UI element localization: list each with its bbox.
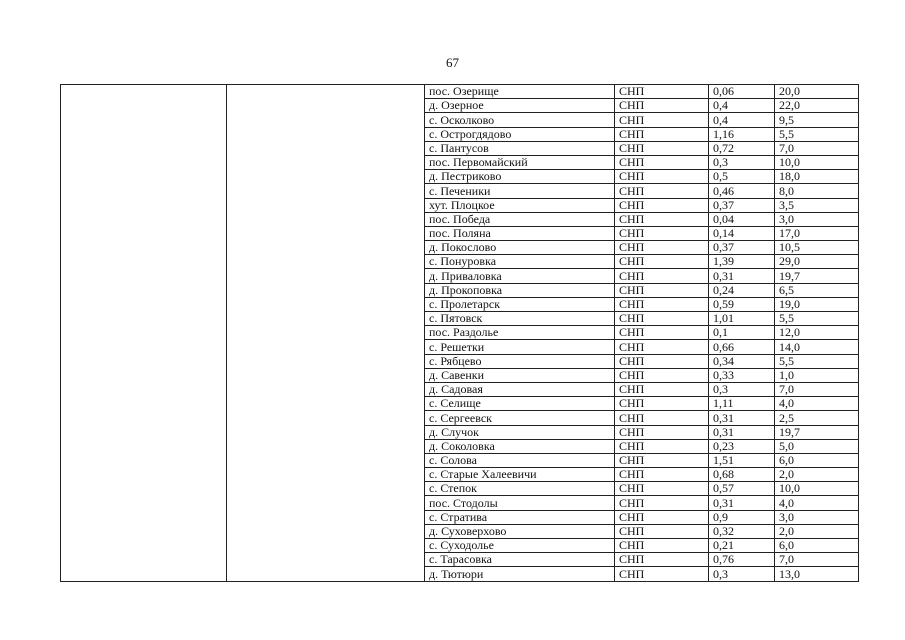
settlement-name-cell: д. Пестриково <box>425 170 615 184</box>
settlement-name-cell: д. Соколовка <box>425 439 615 453</box>
value-1-cell: 0,76 <box>709 553 775 567</box>
settlement-type-cell: СНП <box>615 312 709 326</box>
value-2-cell: 19,7 <box>775 425 859 439</box>
value-1-cell: 0,04 <box>709 212 775 226</box>
settlement-name-cell: с. Суходолье <box>425 539 615 553</box>
value-2-cell: 7,0 <box>775 553 859 567</box>
value-2-cell: 10,5 <box>775 241 859 255</box>
value-2-cell: 6,0 <box>775 539 859 553</box>
settlement-name-cell: с. Степок <box>425 482 615 496</box>
value-1-cell: 1,11 <box>709 397 775 411</box>
value-2-cell: 6,0 <box>775 453 859 467</box>
settlement-type-cell: СНП <box>615 354 709 368</box>
settlement-type-cell: СНП <box>615 113 709 127</box>
value-2-cell: 5,0 <box>775 439 859 453</box>
value-2-cell: 3,0 <box>775 510 859 524</box>
settlement-name-cell: с. Понуровка <box>425 255 615 269</box>
settlement-name-cell: с. Рябцево <box>425 354 615 368</box>
settlement-type-cell: СНП <box>615 255 709 269</box>
settlement-type-cell: СНП <box>615 539 709 553</box>
settlements-table <box>60 84 859 582</box>
value-2-cell: 13,0 <box>775 567 859 581</box>
value-1-cell: 0,57 <box>709 482 775 496</box>
value-2-cell: 18,0 <box>775 170 859 184</box>
value-2-cell: 22,0 <box>775 99 859 113</box>
value-1-cell: 0,37 <box>709 198 775 212</box>
value-1-cell: 0,31 <box>709 425 775 439</box>
value-2-cell: 7,0 <box>775 382 859 396</box>
settlement-type-cell: СНП <box>615 340 709 354</box>
settlement-type-cell: СНП <box>615 241 709 255</box>
settlement-name-cell: пос. Первомайский <box>425 155 615 169</box>
value-2-cell: 5,5 <box>775 354 859 368</box>
settlement-type-cell: СНП <box>615 212 709 226</box>
settlement-type-cell: СНП <box>615 510 709 524</box>
settlement-type-cell: СНП <box>615 425 709 439</box>
value-1-cell: 0,4 <box>709 113 775 127</box>
settlement-type-cell: СНП <box>615 297 709 311</box>
value-2-cell: 17,0 <box>775 226 859 240</box>
settlement-name-cell: д. Случок <box>425 425 615 439</box>
table-body <box>61 85 859 582</box>
value-1-cell: 0,06 <box>709 85 775 99</box>
settlement-name-cell: с. Сергеевск <box>425 411 615 425</box>
settlement-name-cell: хут. Плоцкое <box>425 198 615 212</box>
settlement-name-cell: д. Тютюри <box>425 567 615 581</box>
value-2-cell: 12,0 <box>775 326 859 340</box>
value-2-cell: 1,0 <box>775 368 859 382</box>
value-1-cell: 0,24 <box>709 283 775 297</box>
settlement-name-cell: д. Озерное <box>425 99 615 113</box>
value-1-cell: 0,14 <box>709 226 775 240</box>
middle-blank-column-cell <box>227 85 425 582</box>
settlement-type-cell: СНП <box>615 411 709 425</box>
page-number: 67 <box>446 55 459 70</box>
value-1-cell: 1,39 <box>709 255 775 269</box>
settlement-type-cell: СНП <box>615 155 709 169</box>
value-2-cell: 5,5 <box>775 127 859 141</box>
table-row <box>61 85 859 99</box>
value-2-cell: 2,5 <box>775 411 859 425</box>
settlement-name-cell: с. Печеники <box>425 184 615 198</box>
value-1-cell: 0,32 <box>709 524 775 538</box>
settlement-type-cell: СНП <box>615 198 709 212</box>
settlement-name-cell: с. Селище <box>425 397 615 411</box>
value-2-cell: 8,0 <box>775 184 859 198</box>
settlement-type-cell: СНП <box>615 326 709 340</box>
value-2-cell: 7,0 <box>775 141 859 155</box>
settlement-type-cell: СНП <box>615 141 709 155</box>
settlement-type-cell: СНП <box>615 184 709 198</box>
value-2-cell: 20,0 <box>775 85 859 99</box>
settlement-name-cell: с. Острогдядово <box>425 127 615 141</box>
value-1-cell: 0,37 <box>709 241 775 255</box>
settlement-type-cell: СНП <box>615 85 709 99</box>
value-2-cell: 4,0 <box>775 397 859 411</box>
settlement-type-cell: СНП <box>615 468 709 482</box>
value-1-cell: 0,3 <box>709 382 775 396</box>
settlement-type-cell: СНП <box>615 553 709 567</box>
value-1-cell: 1,16 <box>709 127 775 141</box>
settlement-name-cell: с. Пантусов <box>425 141 615 155</box>
value-2-cell: 10,0 <box>775 155 859 169</box>
settlement-name-cell: д. Приваловка <box>425 269 615 283</box>
value-1-cell: 0,23 <box>709 439 775 453</box>
value-1-cell: 0,21 <box>709 539 775 553</box>
settlement-type-cell: СНП <box>615 397 709 411</box>
settlement-name-cell: с. Решетки <box>425 340 615 354</box>
value-2-cell: 2,0 <box>775 468 859 482</box>
value-2-cell: 14,0 <box>775 340 859 354</box>
value-1-cell: 0,9 <box>709 510 775 524</box>
value-2-cell: 19,0 <box>775 297 859 311</box>
settlement-type-cell: СНП <box>615 482 709 496</box>
settlement-name-cell: д. Покослово <box>425 241 615 255</box>
settlement-name-cell: с. Старые Халеевичи <box>425 468 615 482</box>
value-1-cell: 0,72 <box>709 141 775 155</box>
settlement-type-cell: СНП <box>615 269 709 283</box>
settlement-name-cell: д. Садовая <box>425 382 615 396</box>
value-1-cell: 0,3 <box>709 567 775 581</box>
settlement-name-cell: с. Солова <box>425 453 615 467</box>
settlement-name-cell: пос. Раздолье <box>425 326 615 340</box>
value-1-cell: 0,31 <box>709 269 775 283</box>
value-1-cell: 0,31 <box>709 411 775 425</box>
value-1-cell: 0,4 <box>709 99 775 113</box>
settlement-type-cell: СНП <box>615 567 709 581</box>
settlement-name-cell: пос. Озерище <box>425 85 615 99</box>
value-2-cell: 4,0 <box>775 496 859 510</box>
settlement-type-cell: СНП <box>615 453 709 467</box>
settlement-name-cell: д. Суховерхово <box>425 524 615 538</box>
settlement-name-cell: пос. Победа <box>425 212 615 226</box>
settlement-name-cell: с. Пятовск <box>425 312 615 326</box>
value-2-cell: 6,5 <box>775 283 859 297</box>
value-2-cell: 19,7 <box>775 269 859 283</box>
value-2-cell: 29,0 <box>775 255 859 269</box>
settlement-name-cell: с. Стратива <box>425 510 615 524</box>
settlement-name-cell: с. Тарасовка <box>425 553 615 567</box>
left-blank-column-cell <box>61 85 227 582</box>
value-1-cell: 1,01 <box>709 312 775 326</box>
value-1-cell: 0,59 <box>709 297 775 311</box>
value-1-cell: 0,5 <box>709 170 775 184</box>
settlement-type-cell: СНП <box>615 283 709 297</box>
value-1-cell: 0,66 <box>709 340 775 354</box>
value-1-cell: 0,31 <box>709 496 775 510</box>
settlement-type-cell: СНП <box>615 368 709 382</box>
settlement-type-cell: СНП <box>615 382 709 396</box>
value-1-cell: 0,46 <box>709 184 775 198</box>
value-2-cell: 3,5 <box>775 198 859 212</box>
value-1-cell: 0,33 <box>709 368 775 382</box>
settlement-type-cell: СНП <box>615 524 709 538</box>
settlement-name-cell: с. Осколково <box>425 113 615 127</box>
value-1-cell: 0,68 <box>709 468 775 482</box>
value-1-cell: 0,34 <box>709 354 775 368</box>
settlement-name-cell: д. Савенки <box>425 368 615 382</box>
settlement-name-cell: пос. Поляна <box>425 226 615 240</box>
value-2-cell: 10,0 <box>775 482 859 496</box>
settlement-type-cell: СНП <box>615 127 709 141</box>
settlement-name-cell: д. Прокоповка <box>425 283 615 297</box>
value-2-cell: 2,0 <box>775 524 859 538</box>
settlement-type-cell: СНП <box>615 99 709 113</box>
value-2-cell: 5,5 <box>775 312 859 326</box>
settlement-type-cell: СНП <box>615 439 709 453</box>
value-1-cell: 0,3 <box>709 155 775 169</box>
settlement-type-cell: СНП <box>615 170 709 184</box>
settlement-type-cell: СНП <box>615 496 709 510</box>
value-2-cell: 3,0 <box>775 212 859 226</box>
value-1-cell: 1,51 <box>709 453 775 467</box>
settlement-name-cell: пос. Стодолы <box>425 496 615 510</box>
value-1-cell: 0,1 <box>709 326 775 340</box>
settlement-name-cell: с. Пролетарск <box>425 297 615 311</box>
settlement-type-cell: СНП <box>615 226 709 240</box>
value-2-cell: 9,5 <box>775 113 859 127</box>
